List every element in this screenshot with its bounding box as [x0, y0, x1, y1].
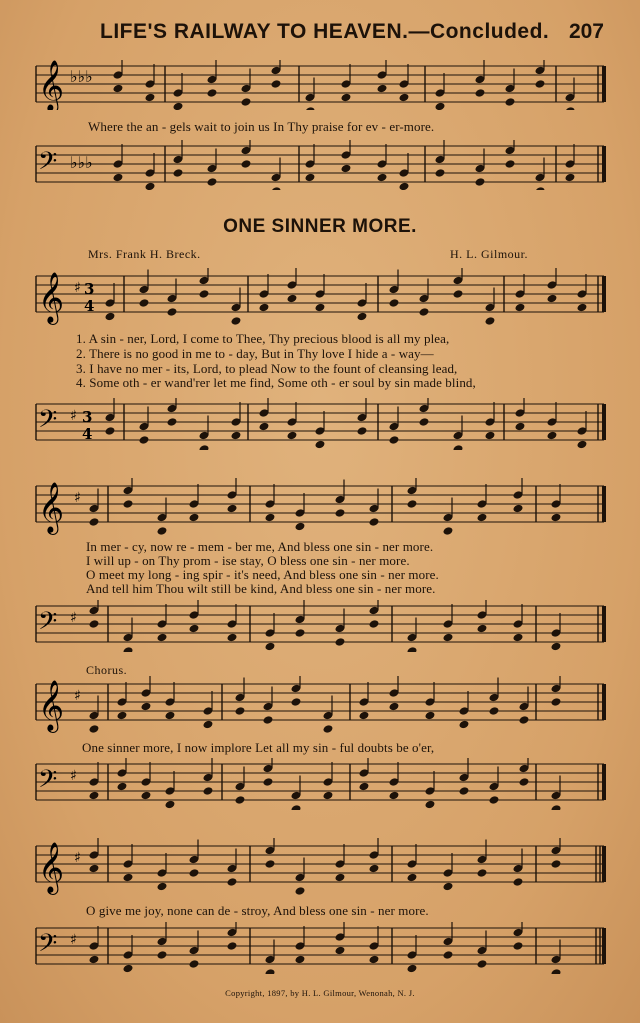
svg-text:♭♭♭: ♭♭♭: [70, 67, 93, 86]
staff-chorus-treble: [0, 676, 640, 736]
staff-system1-treble: [0, 268, 640, 328]
svg-text:♯: ♯: [70, 408, 77, 424]
staff-system2-bass: [0, 600, 640, 652]
svg-text:𝄢: 𝄢: [38, 607, 58, 642]
staff-system2-treble: [0, 478, 640, 538]
svg-text:𝄢: 𝄢: [38, 405, 58, 440]
svg-text:♯: ♯: [74, 850, 81, 866]
svg-text:♯: ♯: [74, 280, 81, 296]
svg-text:𝄞: 𝄞: [38, 272, 65, 323]
svg-text:3: 3: [84, 280, 95, 298]
page-number: 207: [568, 20, 604, 43]
staff-concluded-treble: [0, 60, 640, 110]
svg-text:♯: ♯: [70, 610, 77, 626]
chorus-lyric-line1: One sinner more, I now implore Let all my sin - ful doubts be o'er,: [82, 740, 435, 755]
concluded-lyric: Where the an - gels wait to join us In Thy praise for ev - er-more.: [88, 119, 435, 134]
system1-lyric-verse4: 4. Some oth - er wand'rer let me find, Some oth - er soul by sin made blind,: [76, 375, 476, 390]
staff-final-treble: [0, 838, 640, 898]
svg-text:♯: ♯: [70, 932, 77, 948]
svg-text:𝄢: 𝄢: [38, 929, 58, 964]
svg-text:3: 3: [82, 408, 93, 426]
svg-text:𝄢: 𝄢: [38, 147, 58, 182]
svg-text:4: 4: [82, 425, 93, 443]
staff-chorus-bass: [0, 758, 640, 810]
system1-lyric-verse3: 3. I have no mer - its, Lord, to plead Now to the fount of cleansing lead,: [76, 361, 458, 376]
page-header: [0, 18, 640, 54]
svg-text:𝄞: 𝄞: [38, 680, 65, 731]
svg-text:♭♭♭: ♭♭♭: [70, 153, 93, 172]
chorus-label: Chorus.: [86, 663, 128, 677]
system2-lyric-verse4: And tell him Thou wilt still be kind, And bless one sin - ner more.: [86, 581, 436, 596]
staff-system1-bass: [0, 398, 640, 450]
svg-text:♯: ♯: [74, 688, 81, 704]
svg-text:4: 4: [84, 297, 95, 315]
svg-text:♯: ♯: [74, 490, 81, 506]
system1-lyric-verse2: 2. There is no good in me to - day, But in Thy love I hide a - way—: [76, 346, 434, 361]
lyricist-credit: Mrs. Frank H. Breck.: [88, 247, 201, 261]
system2-lyric-verse3: O meet my long - ing spir - it's need, And bless one sin - ner more.: [86, 567, 439, 582]
chorus-lyric-line2: O give me joy, none can de - stroy, And bless one sin - ner more.: [86, 903, 429, 918]
song-title: ONE SINNER MORE.: [223, 216, 417, 237]
svg-text:♯: ♯: [70, 768, 77, 784]
running-title: LIFE'S RAILWAY TO HEAVEN.—Concluded.: [100, 20, 550, 43]
system2-lyric-verse1: In mer - cy, now re - mem - ber me, And bless one sin - ner more.: [86, 539, 434, 554]
svg-text:𝄞: 𝄞: [38, 60, 65, 110]
svg-text:𝄢: 𝄢: [38, 765, 58, 800]
svg-text:𝄞: 𝄞: [38, 842, 65, 893]
system1-lyric-verse1: 1. A sin - ner, Lord, I come to Thee, Thy precious blood is all my plea,: [76, 331, 450, 346]
system2-lyric-verse2: I will up - on Thy prom - ise stay, O bless one sin - ner more.: [86, 553, 410, 568]
composer-credit: H. L. Gilmour.: [450, 247, 528, 261]
staff-concluded-bass: [0, 140, 640, 190]
staff-final-bass: [0, 922, 640, 974]
copyright-notice: Copyright, 1897, by H. L. Gilmour, Wenonah, N. J.: [225, 988, 415, 998]
svg-text:𝄞: 𝄞: [38, 482, 65, 533]
